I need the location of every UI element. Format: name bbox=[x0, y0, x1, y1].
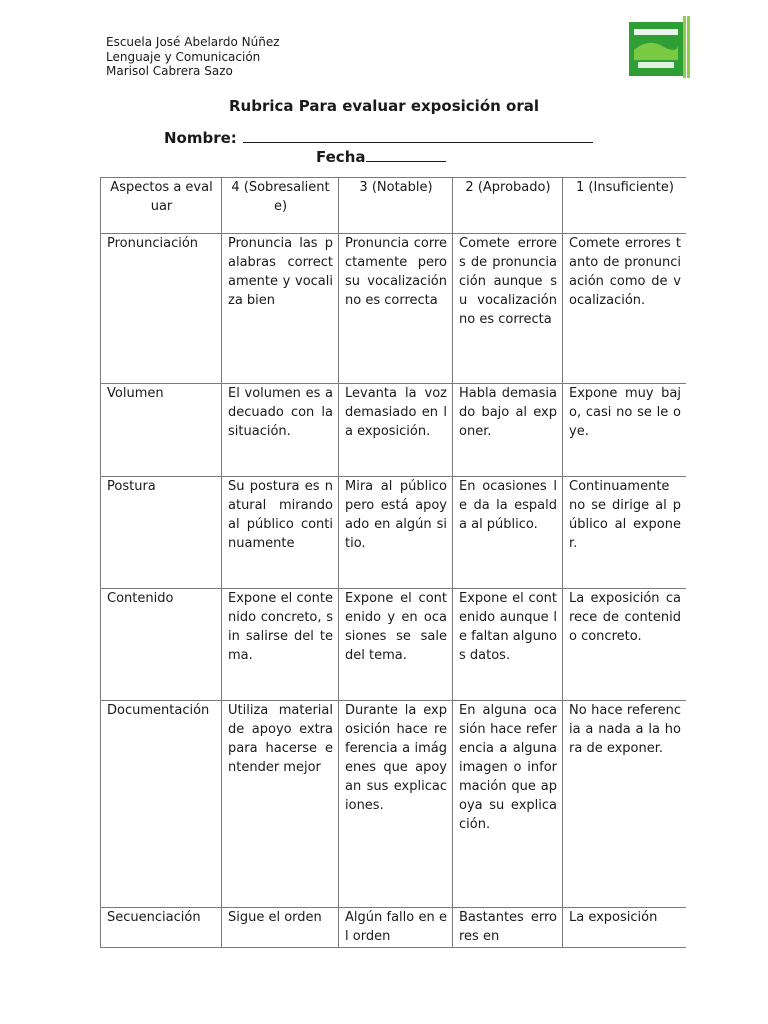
fecha-label: Fecha bbox=[316, 148, 366, 166]
row-score-2: Expone el contenido aunque le faltan algunos datos. bbox=[453, 589, 563, 701]
school-name: Escuela José Abelardo Núñez bbox=[106, 35, 280, 49]
rubric-table-container bbox=[100, 177, 686, 1024]
rubric-header-row bbox=[101, 178, 687, 234]
row-aspect: Secuenciación bbox=[101, 908, 222, 948]
row-score-4: Sigue el orden bbox=[222, 908, 339, 948]
header-aspects: Aspectos a evaluar bbox=[101, 178, 222, 234]
row-score-4: Pronuncia las palabras correctamente y vocaliza bien bbox=[222, 234, 339, 384]
row-score-1: Expone muy bajo, casi no se le oye. bbox=[563, 384, 687, 477]
header-score-2: 2 (Aprobado) bbox=[453, 178, 563, 234]
fecha-blank-line bbox=[366, 147, 446, 162]
row-score-3: Algún fallo en el orden bbox=[339, 908, 453, 948]
school-logo bbox=[628, 16, 691, 84]
row-aspect: Postura bbox=[101, 477, 222, 589]
row-score-4: Expone el contenido concreto, sin salirse del tema. bbox=[222, 589, 339, 701]
page-title: Rubrica Para evaluar exposición oral bbox=[229, 97, 539, 115]
rubric-row-pronunciacion bbox=[101, 234, 687, 384]
row-aspect: Contenido bbox=[101, 589, 222, 701]
header-score-3: 3 (Notable) bbox=[339, 178, 453, 234]
nombre-field bbox=[164, 128, 593, 147]
row-score-1: Continuamente no se dirige al público al exponer. bbox=[563, 477, 687, 589]
row-aspect: Volumen bbox=[101, 384, 222, 477]
row-score-1: La exposición carece de contenido concreto. bbox=[563, 589, 687, 701]
row-score-3: Levanta la voz demasiado en la exposición. bbox=[339, 384, 453, 477]
row-score-1: No hace referencia a nada a la hora de exponer. bbox=[563, 701, 687, 908]
document-header bbox=[106, 35, 280, 79]
rubric-row-secuenciacion bbox=[101, 908, 687, 948]
row-score-2: En ocasiones le da la espalda al público. bbox=[453, 477, 563, 589]
nombre-blank-line bbox=[243, 128, 593, 143]
row-score-2: En alguna ocasión hace referencia a alguna imagen o información que apoya su explicación. bbox=[453, 701, 563, 908]
rubric-row-volumen bbox=[101, 384, 687, 477]
school-logo-icon bbox=[628, 16, 691, 84]
fecha-field bbox=[316, 147, 446, 166]
rubric-row-documentacion bbox=[101, 701, 687, 908]
nombre-label: Nombre: bbox=[164, 129, 237, 147]
row-aspect: Documentación bbox=[101, 701, 222, 908]
row-score-4: El volumen es adecuado con la situación. bbox=[222, 384, 339, 477]
row-score-3: Pronuncia correctamente pero su vocalización no es correcta bbox=[339, 234, 453, 384]
row-score-3: Mira al público pero está apoyado en algún sitio. bbox=[339, 477, 453, 589]
rubric-row-contenido bbox=[101, 589, 687, 701]
teacher-name: Marisol Cabrera Sazo bbox=[106, 64, 233, 78]
rubric-table bbox=[100, 177, 686, 948]
rubric-row-postura bbox=[101, 477, 687, 589]
row-score-2: Habla demasiado bajo al exponer. bbox=[453, 384, 563, 477]
subject-name: Lenguaje y Comunicación bbox=[106, 49, 261, 64]
row-score-3: Durante la exposición hace referencia a imágenes que apoyan sus explicaciones. bbox=[339, 701, 453, 908]
header-score-4: 4 (Sobresaliente) bbox=[222, 178, 339, 234]
row-score-2: Bastantes errores en bbox=[453, 908, 563, 948]
row-score-3: Expone el contenido y en ocasiones se sale del tema. bbox=[339, 589, 453, 701]
header-score-1: 1 (Insuficiente) bbox=[563, 178, 687, 234]
row-aspect: Pronunciación bbox=[101, 234, 222, 384]
row-score-2: Comete errores de pronunciación aunque su vocalización no es correcta bbox=[453, 234, 563, 384]
row-score-4: Su postura es natural mirando al público continuamente bbox=[222, 477, 339, 589]
row-score-4: Utiliza material de apoyo extra para hacerse entender mejor bbox=[222, 701, 339, 908]
row-score-1: Comete errores tanto de pronunciación como de vocalización. bbox=[563, 234, 687, 384]
row-score-1: La exposición bbox=[563, 908, 687, 948]
